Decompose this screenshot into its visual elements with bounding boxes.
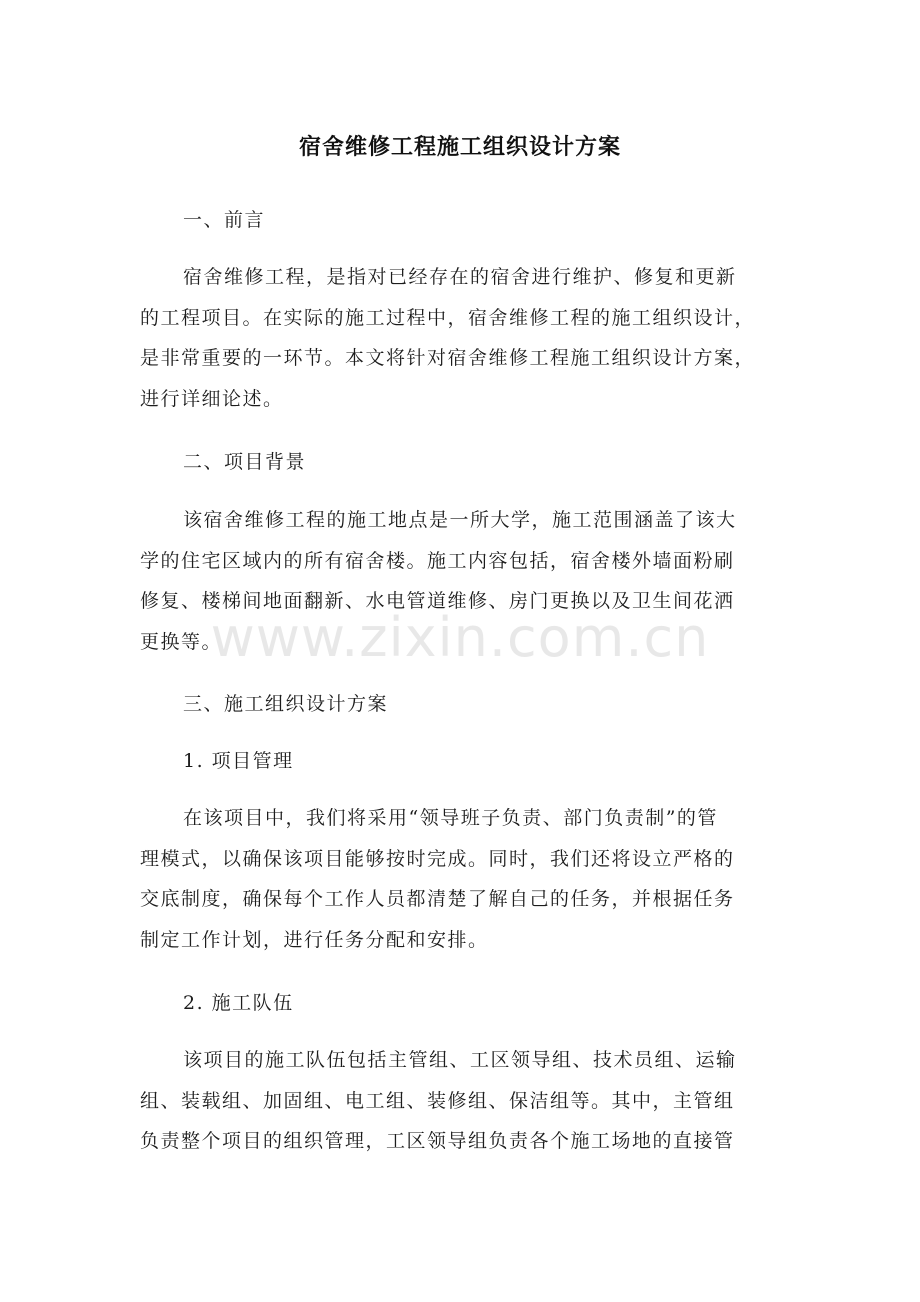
paragraph-line: 学的住宅区域内的所有宿舍楼。施工内容包括，宿舍楼外墙面粉刷 (140, 549, 735, 572)
paragraph-line: 理模式，以确保该项目能够按时完成。同时，我们还将设立严格的 (140, 847, 735, 870)
document-title: 宿舍维修工程施工组织设计方案 (298, 135, 621, 160)
paragraph-preface (140, 257, 780, 419)
paragraph-line: 该项目的施工队伍包括主管组、工区领导组、技术员组、运输 (183, 1049, 737, 1071)
watermark: www.zixin.com.cn (210, 606, 710, 669)
paragraph-line: 交底制度，确保每个工作人员都清楚了解自己的任务，并根据任务 (140, 888, 735, 911)
paragraph-line: 是非常重要的一环节。本文将针对宿舍维修工程施工组织设计方案， (140, 347, 756, 370)
paragraph-project-management (140, 798, 780, 960)
paragraph-line: 进行详细论述。 (140, 387, 284, 410)
paragraph-line: 宿舍维修工程，是指对已经存在的宿舍进行维护、修复和更新 (183, 266, 737, 288)
paragraph-line: 组、装载组、加固组、电工组、装修组、保洁组等。其中，主管组 (140, 1089, 735, 1112)
paragraph-line: 在该项目中，我们将采用“领导班子负责、部门负责制”的管 (183, 807, 718, 829)
section-heading-design-plan: 三、施工组织设计方案 (183, 693, 389, 715)
section-heading-background: 二、项目背景 (183, 451, 307, 473)
subsection-heading-project-management: 1. 项目管理 (183, 750, 294, 772)
paragraph-line: 的工程项目。在实际的施工过程中，宿舍维修工程的施工组织设计， (140, 306, 756, 329)
paragraph-line: 该宿舍维修工程的施工地点是一所大学，施工范围涵盖了该大 (183, 509, 737, 531)
paragraph-line: 修复、楼梯间地面翻新、水电管道维修、房门更换以及卫生间花洒 (140, 590, 735, 613)
paragraph-line: 负责整个项目的组织管理，工区领导组负责各个施工场地的直接管 (140, 1130, 735, 1153)
section-heading-preface: 一、前言 (183, 209, 266, 231)
subsection-heading-construction-team: 2. 施工队伍 (183, 992, 294, 1014)
paragraph-line: 更换等。 (140, 630, 223, 653)
paragraph-construction-team (140, 1040, 780, 1162)
paragraph-line: 制定工作计划，进行任务分配和安排。 (140, 928, 489, 951)
paragraph-background (140, 500, 780, 662)
